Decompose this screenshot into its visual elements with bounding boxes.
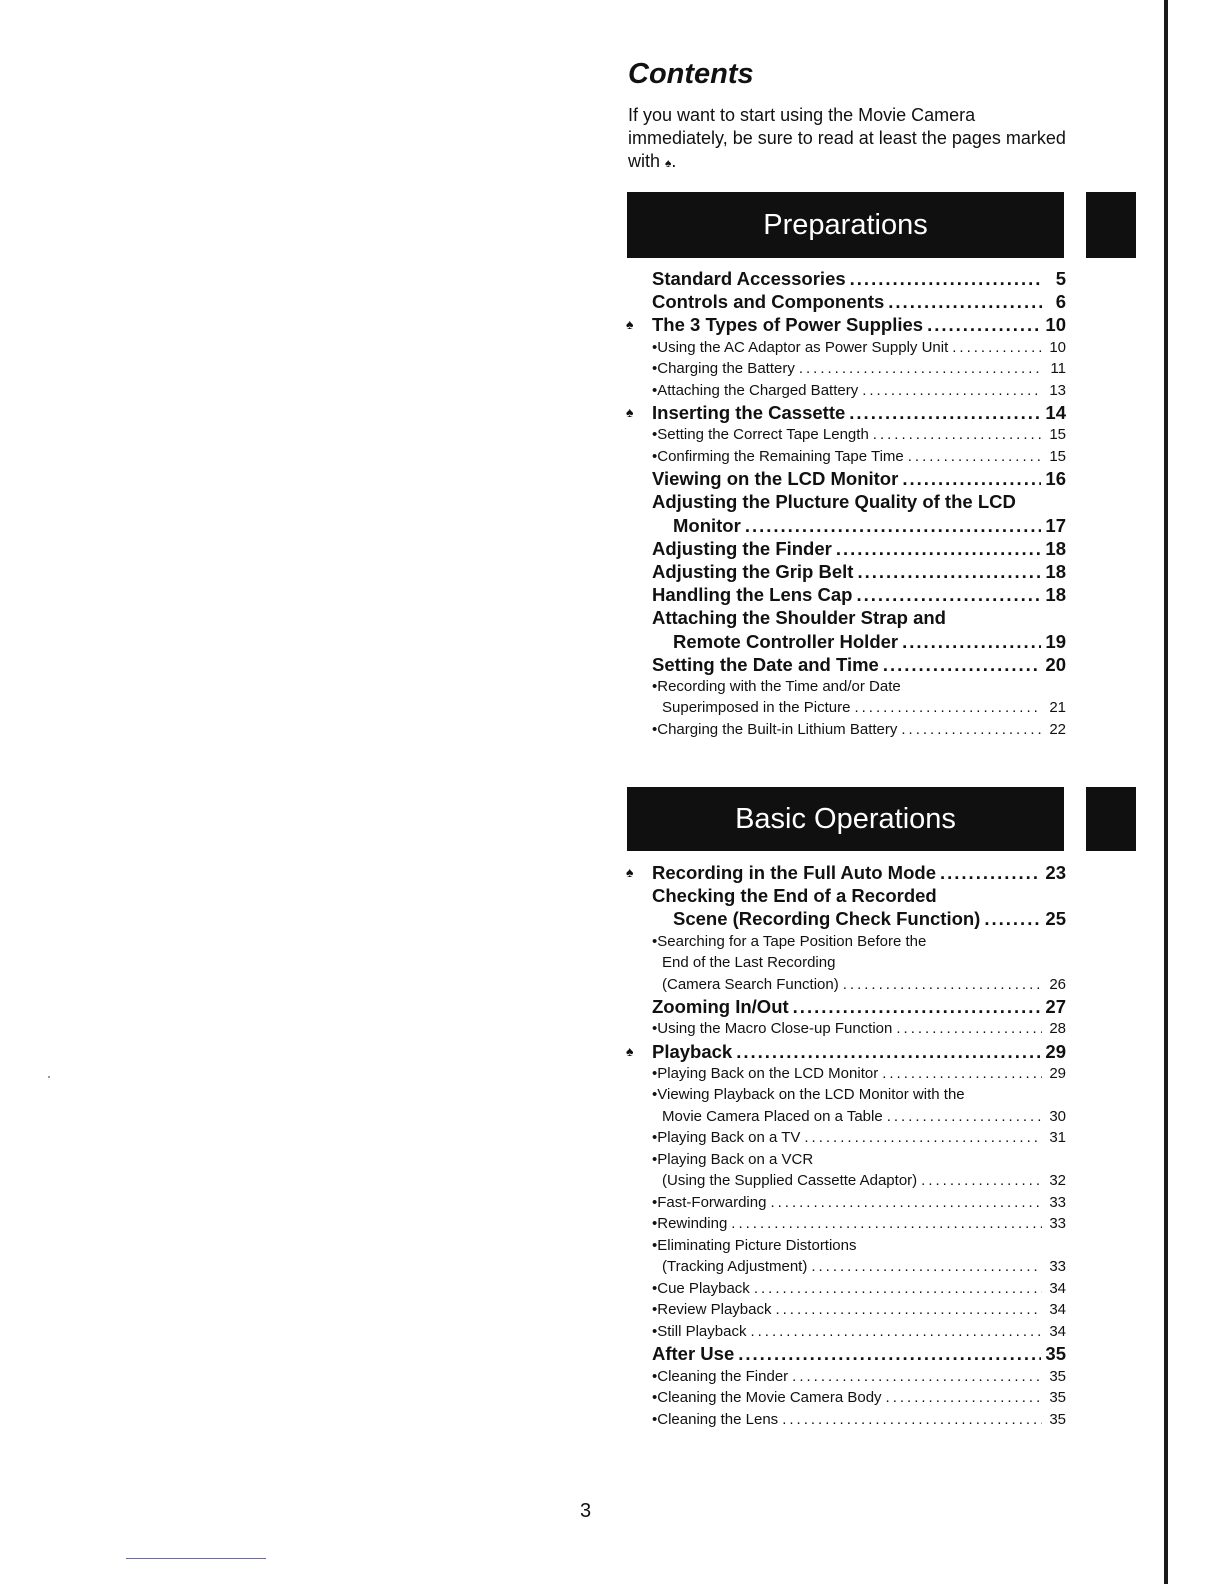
toc-page: 33 xyxy=(1049,1258,1066,1276)
toc-subentry-continued[interactable] xyxy=(626,1170,1066,1192)
toc-label: Adjusting the Grip Belt xyxy=(652,561,854,582)
dot-leader xyxy=(793,995,1042,1018)
toc-page: 35 xyxy=(1049,1389,1066,1407)
dot-leader xyxy=(854,697,1042,719)
toc-label: •Fast-Forwarding xyxy=(652,1193,767,1211)
toc-label: •Setting the Correct Tape Length xyxy=(652,426,869,444)
dot-leader xyxy=(902,630,1041,653)
intro-end: . xyxy=(671,151,677,171)
dot-leader xyxy=(836,537,1042,560)
dot-leader xyxy=(984,907,1041,930)
toc-entry[interactable] xyxy=(626,560,1066,583)
toc-subentry[interactable] xyxy=(626,1278,1066,1300)
toc-label: Adjusting the Finder xyxy=(652,537,832,559)
page-number: 3 xyxy=(580,1500,592,1522)
dot-leader xyxy=(908,446,1042,468)
toc-label: •Still Playback xyxy=(652,1322,747,1340)
toc-page: 35 xyxy=(1049,1410,1066,1428)
basic-operations-banner: Basic Operations xyxy=(627,787,1064,851)
toc-label: •Review Playback xyxy=(652,1301,772,1319)
toc-subentry[interactable] xyxy=(626,1063,1066,1085)
toc-subentry[interactable] xyxy=(626,358,1066,380)
toc-entry[interactable] xyxy=(626,1342,1066,1365)
toc-label: •Viewing Playback on the LCD Monitor with the xyxy=(652,1086,965,1104)
dot-leader xyxy=(902,467,1041,490)
toc-label: Handling the Lens Cap xyxy=(652,584,853,606)
toc-label: Standard Accessories xyxy=(652,268,846,289)
dot-leader xyxy=(921,1170,1042,1192)
toc-page: 29 xyxy=(1045,1040,1066,1062)
toc-label: Zooming In/Out xyxy=(652,996,789,1018)
dot-leader xyxy=(792,1366,1042,1388)
dot-leader xyxy=(782,1409,1042,1431)
toc-entry[interactable] xyxy=(626,401,1066,424)
dot-leader xyxy=(940,861,1041,884)
toc-label: •Cue Playback xyxy=(652,1279,750,1297)
toc-page: 18 xyxy=(1045,584,1066,606)
toc-page: 26 xyxy=(1049,975,1066,993)
toc-entry[interactable] xyxy=(626,537,1066,560)
toc-entry[interactable] xyxy=(626,606,1066,629)
toc-label: •Playing Back on the LCD Monitor xyxy=(652,1064,879,1082)
toc-subentry[interactable] xyxy=(626,1084,1066,1106)
basic-operations-toc xyxy=(626,861,1066,1430)
toc-entry[interactable] xyxy=(626,467,1066,490)
toc-label: •Rewinding xyxy=(652,1215,728,1233)
toc-entry[interactable] xyxy=(626,290,1066,313)
toc-subentry[interactable] xyxy=(626,1235,1066,1257)
toc-page: 34 xyxy=(1049,1322,1066,1340)
toc-entry-continued[interactable] xyxy=(626,514,1066,537)
toc-label: •Attaching the Charged Battery xyxy=(652,381,859,399)
toc-label: Checking the End of a Recorded xyxy=(652,885,937,907)
toc-page: 31 xyxy=(1049,1129,1066,1147)
toc-subentry[interactable] xyxy=(626,337,1066,359)
toc-page: 30 xyxy=(1049,1107,1066,1125)
toc-entry[interactable] xyxy=(626,653,1066,676)
toc-subentry[interactable] xyxy=(626,676,1066,698)
toc-label: Attaching the Shoulder Strap and xyxy=(652,607,946,629)
toc-subentry-continued[interactable] xyxy=(626,697,1066,719)
toc-subentry[interactable] xyxy=(626,446,1066,468)
dot-leader xyxy=(952,337,1042,359)
toc-label: End of the Last Recording xyxy=(662,954,836,972)
spade-icon: ♠ xyxy=(626,864,634,880)
preparations-banner: Preparations xyxy=(627,192,1064,258)
toc-label: Setting the Date and Time xyxy=(652,653,879,675)
toc-subentry[interactable] xyxy=(626,1299,1066,1321)
spade-icon: ♠ xyxy=(626,1042,634,1059)
toc-page: 35 xyxy=(1045,1343,1066,1365)
dot-leader xyxy=(927,313,1041,336)
toc-page: 21 xyxy=(1049,699,1066,717)
toc-entry[interactable] xyxy=(626,313,1066,336)
toc-entry[interactable] xyxy=(626,490,1066,513)
toc-label: •Playing Back on a TV xyxy=(652,1129,801,1147)
toc-page: 14 xyxy=(1045,402,1066,424)
toc-entry[interactable] xyxy=(626,884,1066,907)
toc-page: 22 xyxy=(1049,720,1066,738)
dot-leader xyxy=(738,1342,1041,1365)
toc-label: •Recording with the Time and/or Date xyxy=(652,677,901,695)
toc-page: 15 xyxy=(1049,447,1066,465)
toc-label: Superimposed in the Picture xyxy=(662,699,851,717)
basic-operations-tab xyxy=(1086,787,1136,851)
bottom-divider xyxy=(126,1558,266,1559)
toc-label: Monitor xyxy=(673,514,741,536)
dot-leader xyxy=(856,583,1041,606)
dot-leader xyxy=(731,1213,1042,1235)
scan-speck xyxy=(48,1076,50,1078)
toc-subentry[interactable] xyxy=(626,931,1066,953)
toc-label: •Searching for a Tape Position Before the xyxy=(652,932,927,950)
toc-label: •Cleaning the Lens xyxy=(652,1410,779,1428)
toc-page: 16 xyxy=(1045,468,1066,490)
toc-subentry-continued[interactable] xyxy=(626,974,1066,996)
toc-label: •Eliminating Picture Distortions xyxy=(652,1236,857,1254)
toc-page: 19 xyxy=(1045,630,1066,652)
toc-page: 6 xyxy=(1055,291,1066,313)
toc-subentry[interactable] xyxy=(626,1213,1066,1235)
toc-page: 11 xyxy=(1050,360,1066,378)
toc-page: 27 xyxy=(1045,996,1066,1018)
dot-leader xyxy=(873,424,1042,446)
preparations-toc xyxy=(626,267,1066,740)
toc-page: 5 xyxy=(1055,268,1066,289)
toc-page: 23 xyxy=(1045,862,1066,883)
toc-label: Adjusting the Plucture Quality of the LCD xyxy=(652,491,1016,513)
dot-leader xyxy=(896,1018,1042,1040)
toc-label: •Cleaning the Movie Camera Body xyxy=(652,1389,882,1407)
toc-page: 28 xyxy=(1049,1020,1066,1038)
toc-page: 35 xyxy=(1049,1367,1066,1385)
spade-icon: ♠ xyxy=(626,316,634,333)
toc-page: 10 xyxy=(1045,314,1066,336)
toc-subentry[interactable] xyxy=(626,424,1066,446)
toc-label: Inserting the Cassette xyxy=(652,402,846,424)
toc-label: •Playing Back on a VCR xyxy=(652,1150,814,1168)
toc-entry[interactable] xyxy=(626,583,1066,606)
toc-label: After Use xyxy=(652,1343,735,1365)
toc-subentry-continued[interactable] xyxy=(626,1256,1066,1278)
toc-subentry[interactable] xyxy=(626,1321,1066,1343)
dot-leader xyxy=(745,514,1042,537)
toc-label: Playback xyxy=(652,1040,733,1062)
dot-leader xyxy=(849,401,1041,424)
toc-subentry[interactable] xyxy=(626,1366,1066,1388)
toc-subentry[interactable] xyxy=(626,1149,1066,1171)
dot-leader xyxy=(883,653,1042,676)
toc-subentry[interactable] xyxy=(626,1409,1066,1431)
toc-entry[interactable] xyxy=(626,861,1066,884)
toc-page: 18 xyxy=(1045,561,1066,582)
toc-subentry-continued[interactable] xyxy=(626,1106,1066,1128)
preparations-tab xyxy=(1086,192,1136,258)
toc-label: (Tracking Adjustment) xyxy=(662,1258,808,1276)
toc-page: 34 xyxy=(1049,1301,1066,1319)
toc-subentry[interactable] xyxy=(626,1018,1066,1040)
toc-label: Controls and Components xyxy=(652,291,885,313)
toc-subentry[interactable] xyxy=(626,1127,1066,1149)
toc-page: 34 xyxy=(1049,1279,1066,1297)
toc-label: Movie Camera Placed on a Table xyxy=(662,1107,883,1125)
toc-page: 33 xyxy=(1049,1215,1066,1233)
dot-leader xyxy=(888,290,1042,313)
dot-leader xyxy=(775,1299,1042,1321)
dot-leader xyxy=(886,1387,1042,1409)
toc-subentry[interactable] xyxy=(626,1192,1066,1214)
dot-leader xyxy=(804,1127,1042,1149)
toc-page: 20 xyxy=(1045,653,1066,675)
toc-label: Remote Controller Holder xyxy=(673,630,899,652)
toc-page: 29 xyxy=(1049,1064,1066,1082)
dot-leader xyxy=(770,1192,1042,1214)
toc-label: •Using the AC Adaptor as Power Supply Unit xyxy=(652,338,949,356)
toc-page: 25 xyxy=(1045,908,1066,930)
toc-entry[interactable] xyxy=(626,995,1066,1018)
toc-label: (Camera Search Function) xyxy=(662,975,839,993)
toc-label: •Confirming the Remaining Tape Time xyxy=(652,447,904,465)
toc-label: (Using the Supplied Cassette Adaptor) xyxy=(662,1172,918,1190)
dot-leader xyxy=(799,358,1042,380)
toc-label: Scene (Recording Check Function) xyxy=(673,908,981,930)
toc-entry-continued[interactable] xyxy=(626,630,1066,653)
toc-page: 18 xyxy=(1045,537,1066,559)
toc-subentry[interactable] xyxy=(626,1387,1066,1409)
intro-text xyxy=(628,104,1068,175)
dot-leader xyxy=(862,380,1042,402)
dot-leader xyxy=(857,560,1041,583)
toc-entry[interactable] xyxy=(626,1040,1066,1063)
dot-leader xyxy=(811,1256,1042,1278)
toc-entry-continued[interactable] xyxy=(626,907,1066,930)
toc-subentry[interactable] xyxy=(626,719,1066,741)
toc-label: •Charging the Built-in Lithium Battery xyxy=(652,720,898,738)
toc-label: •Cleaning the Finder xyxy=(652,1367,789,1385)
toc-page: 15 xyxy=(1049,426,1066,444)
toc-subentry[interactable] xyxy=(626,380,1066,402)
dot-leader xyxy=(901,719,1042,741)
contents-heading: Contents xyxy=(628,58,754,90)
spade-icon: ♠ xyxy=(665,156,672,170)
intro-body: If you want to start using the Movie Camera immediately, be sure to read at least the pages marked with xyxy=(628,105,1066,171)
dot-leader xyxy=(850,267,1042,290)
toc-page: 33 xyxy=(1049,1193,1066,1211)
toc-subentry-continued[interactable] xyxy=(626,952,1066,974)
toc-entry[interactable] xyxy=(626,267,1066,290)
toc-page: 13 xyxy=(1049,381,1066,399)
dot-leader xyxy=(754,1278,1042,1300)
toc-label: •Using the Macro Close-up Function xyxy=(652,1020,893,1038)
dot-leader xyxy=(882,1063,1042,1085)
toc-page: 17 xyxy=(1045,514,1066,536)
dot-leader xyxy=(736,1040,1041,1063)
toc-label: Recording in the Full Auto Mode xyxy=(652,862,936,883)
dot-leader xyxy=(750,1321,1042,1343)
spade-icon: ♠ xyxy=(626,404,634,421)
toc-page: 10 xyxy=(1049,338,1066,356)
toc-label: The 3 Types of Power Supplies xyxy=(652,314,924,336)
toc-label: Viewing on the LCD Monitor xyxy=(652,468,899,490)
dot-leader xyxy=(843,974,1042,996)
toc-label: •Charging the Battery xyxy=(652,360,795,378)
toc-page: 32 xyxy=(1049,1172,1066,1190)
right-edge-rule xyxy=(1164,0,1168,1584)
dot-leader xyxy=(887,1106,1042,1128)
